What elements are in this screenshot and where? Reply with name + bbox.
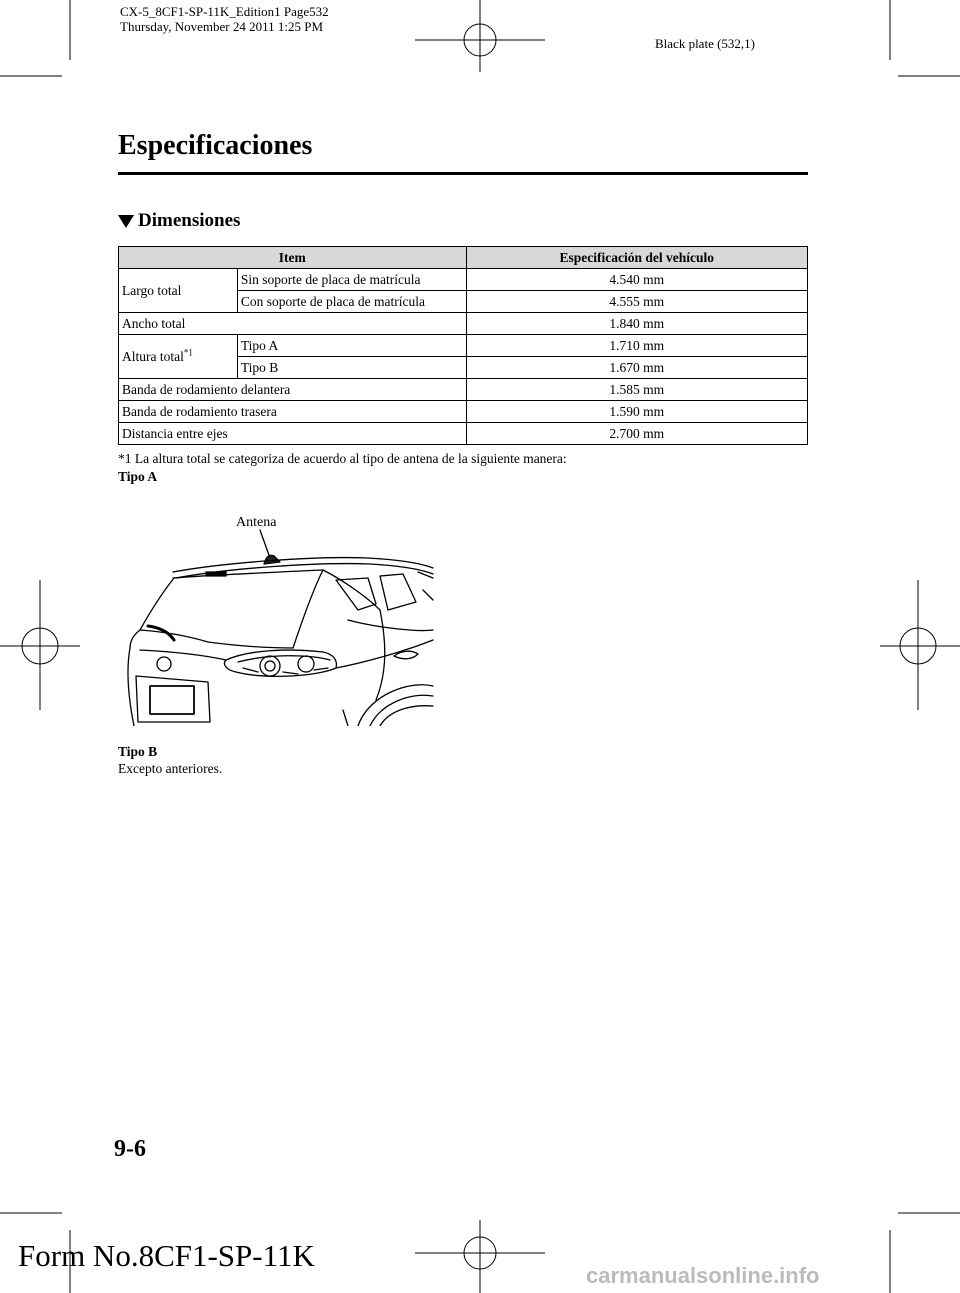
section-title: Especificaciones: [118, 130, 313, 161]
header-item: Item: [119, 247, 467, 269]
watermark: carmanualsonline.info: [586, 1263, 820, 1288]
form-number: Form No.8CF1-SP-11K: [18, 1238, 315, 1273]
title-rule: [118, 172, 808, 175]
table-row: [119, 313, 808, 335]
cell-item: Banda de rodamiento delantera: [119, 379, 467, 401]
table-row: [119, 379, 808, 401]
antenna-label: Antena: [236, 515, 277, 530]
tipo-b-label: Tipo B: [118, 744, 158, 759]
triangle-down-icon: [118, 215, 134, 228]
cell-value: 1.840 mm: [466, 313, 807, 335]
table-row: [119, 335, 808, 357]
cell-item-text: Altura total: [122, 348, 184, 364]
table-row: [119, 269, 808, 291]
cell-item: [119, 335, 238, 379]
plate-label: Black plate (532,1): [655, 36, 755, 51]
cell-sub: Tipo A: [237, 335, 466, 357]
cell-item: Banda de rodamiento trasera: [119, 401, 467, 423]
cell-sub: Tipo B: [237, 357, 466, 379]
dimensions-table: [118, 246, 808, 445]
header-spec: Especificación del vehículo: [466, 247, 807, 269]
table-header-row: [119, 247, 808, 269]
doc-id: CX-5_8CF1-SP-11K_Edition1 Page532: [120, 4, 329, 19]
sub-heading-text: Dimensiones: [138, 210, 241, 231]
cell-sub: Sin soporte de placa de matrícula: [237, 269, 466, 291]
table-row: [119, 423, 808, 445]
cell-item: Largo total: [119, 269, 238, 313]
tipo-a-label: Tipo A: [118, 469, 158, 484]
footnote-ref: *1: [183, 347, 193, 357]
car-rear-illustration: [118, 500, 438, 726]
cell-sub: Con soporte de placa de matrícula: [237, 291, 466, 313]
table-row: [119, 401, 808, 423]
tipo-b-text: Excepto anteriores.: [118, 761, 223, 776]
cell-item: Distancia entre ejes: [119, 423, 467, 445]
cell-value: 4.555 mm: [466, 291, 807, 313]
cell-value: 2.700 mm: [466, 423, 807, 445]
cell-value: 1.710 mm: [466, 335, 807, 357]
sub-heading: [118, 210, 240, 232]
page-number: 9-6: [114, 1136, 146, 1162]
footnote: *1 La altura total se categoriza de acuerdo al tipo de antena de la siguiente manera:: [118, 451, 567, 466]
cell-value: 4.540 mm: [466, 269, 807, 291]
cell-item: Ancho total: [119, 313, 467, 335]
cell-value: 1.670 mm: [466, 357, 807, 379]
cell-value: 1.585 mm: [466, 379, 807, 401]
doc-date: Thursday, November 24 2011 1:25 PM: [120, 19, 324, 34]
cell-value: 1.590 mm: [466, 401, 807, 423]
